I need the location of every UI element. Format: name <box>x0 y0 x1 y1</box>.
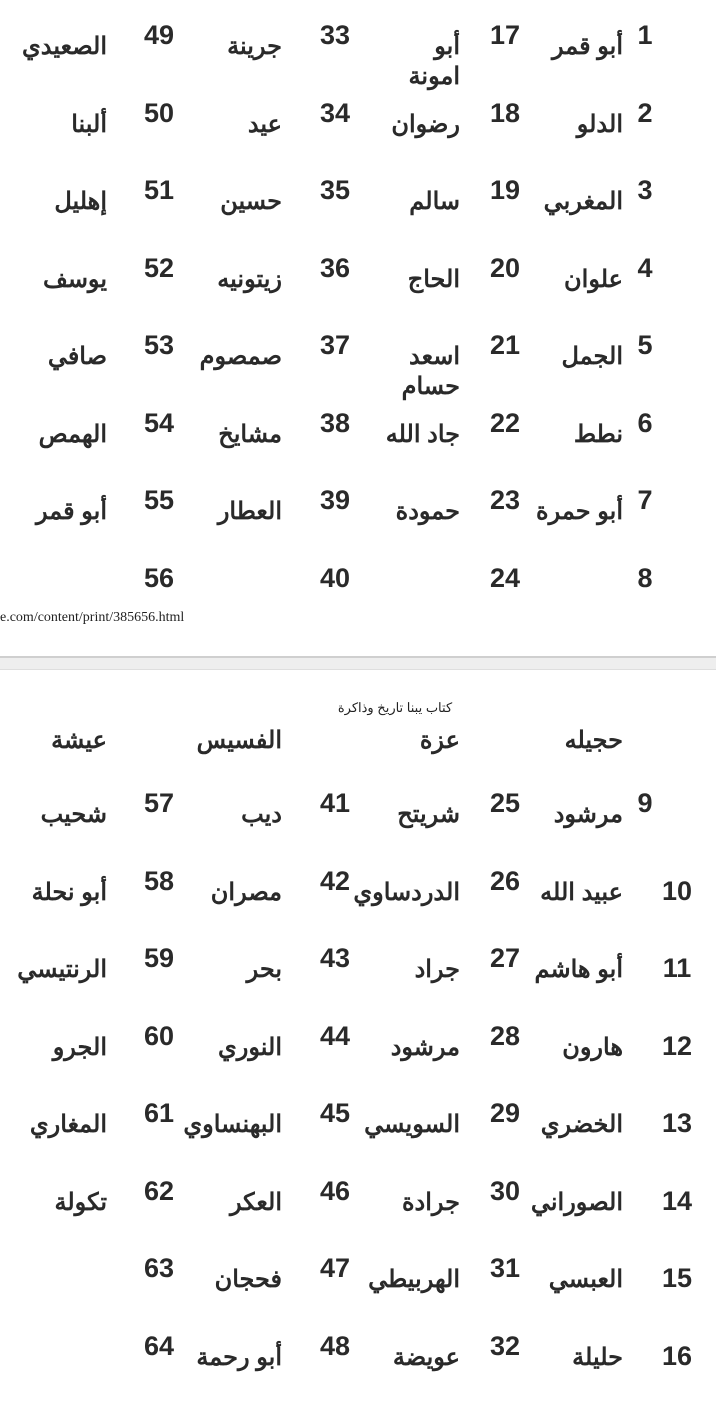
family-name: إهليل <box>54 188 107 215</box>
row-number: 49 <box>143 20 175 50</box>
row-number: 33 <box>319 20 351 50</box>
row-number: 61 <box>143 1098 175 1128</box>
table-row <box>0 1098 716 1168</box>
family-name: البهنساوي <box>183 1111 282 1138</box>
row-number: 15 <box>661 1263 693 1293</box>
row-number: 32 <box>489 1330 521 1361</box>
family-name: عبيد الله <box>540 878 623 906</box>
table-row <box>0 253 716 323</box>
row-number: 23 <box>489 485 521 515</box>
row-number: 21 <box>489 330 521 360</box>
row-number: 63 <box>143 1253 175 1283</box>
family-name: الرنتيسي <box>17 956 107 983</box>
family-name: العطار <box>217 498 282 525</box>
row-number: 9 <box>637 788 653 818</box>
row-number: 2 <box>637 97 653 128</box>
family-name: عويضة <box>392 1343 460 1371</box>
row-number: 44 <box>319 1020 351 1051</box>
row-number: 59 <box>143 943 175 973</box>
row-number: 51 <box>143 175 175 205</box>
family-name: أبو نحلة <box>31 878 107 906</box>
row-number: 8 <box>637 562 653 593</box>
row-number: 5 <box>637 330 653 360</box>
table-row <box>0 330 716 400</box>
row-number: 24 <box>489 562 521 593</box>
family-name: أبو رحمة <box>196 1343 282 1371</box>
row-number: 45 <box>319 1098 351 1128</box>
row-number: 34 <box>319 97 351 128</box>
family-name: مشايخ <box>218 420 282 448</box>
row-number: 14 <box>661 1185 693 1216</box>
family-name: جاد الله <box>385 420 460 448</box>
family-name: الصوراني <box>530 1188 623 1216</box>
table-row <box>0 408 716 478</box>
family-name: صافي <box>47 343 107 370</box>
family-name: عيد <box>247 110 282 138</box>
row-number: 3 <box>637 175 653 205</box>
row-number: 48 <box>319 1330 351 1361</box>
family-name: جرينة <box>227 33 282 60</box>
family-name: الدردساوي <box>353 878 460 906</box>
family-name: صمصوم <box>199 343 282 370</box>
family-name: مصران <box>210 878 282 906</box>
family-name: النوري <box>218 1033 282 1061</box>
page-separator <box>0 656 716 670</box>
row-number: 64 <box>143 1330 175 1361</box>
family-name: الهمص <box>38 420 107 448</box>
family-name: مرشود <box>553 801 623 828</box>
row-number: 52 <box>143 252 175 283</box>
family-name: فحجان <box>214 1266 282 1293</box>
table-row <box>0 788 716 858</box>
family-name: جرادة <box>401 1188 460 1216</box>
row-number: 58 <box>143 865 175 896</box>
table-row <box>0 866 716 936</box>
row-number: 53 <box>143 330 175 360</box>
family-name: أبو امونة <box>408 33 460 90</box>
row-number: 26 <box>489 865 521 896</box>
family-name: بحر <box>246 956 282 983</box>
family-name: ألبنا <box>71 110 107 138</box>
row-number: 50 <box>143 97 175 128</box>
family-name: الصعيدي <box>22 33 107 60</box>
row-number: 60 <box>143 1020 175 1051</box>
family-name: المغاري <box>29 1111 107 1138</box>
family-name: العكر <box>229 1188 282 1216</box>
row-number: 20 <box>489 252 521 283</box>
family-name: أبو قمر <box>35 498 107 525</box>
row-number: 13 <box>661 1108 693 1138</box>
page-top <box>0 0 716 658</box>
family-name: سالم <box>409 188 460 215</box>
family-name: أبو قمر <box>551 33 623 60</box>
row-number: 6 <box>637 407 653 438</box>
row-number: 36 <box>319 252 351 283</box>
row-number: 46 <box>319 1175 351 1206</box>
row-number: 30 <box>489 1175 521 1206</box>
family-name: شحيب <box>40 801 107 828</box>
table-row <box>0 943 716 1013</box>
row-number: 55 <box>143 485 175 515</box>
row-number: 41 <box>319 788 351 818</box>
row-number: 37 <box>319 330 351 360</box>
row-number: 56 <box>143 562 175 593</box>
family-name: الحاج <box>407 265 460 293</box>
family-name: نطط <box>573 420 623 448</box>
page-bottom <box>0 670 716 1406</box>
print-url-footer[interactable]: e.com/content/print/385656.html <box>0 610 185 625</box>
family-name: الدلو <box>576 110 623 138</box>
header-name: عيشة <box>51 727 107 754</box>
family-name: السويسي <box>364 1111 460 1138</box>
row-number: 1 <box>637 20 653 50</box>
table-row <box>0 1331 716 1401</box>
family-name: ديب <box>241 801 282 828</box>
family-name: يوسف <box>42 265 107 293</box>
row-number: 12 <box>661 1030 693 1061</box>
header-name: الفسيس <box>196 727 282 754</box>
row-number: 16 <box>661 1340 693 1371</box>
table-row <box>0 20 716 90</box>
page-caption: كتاب يبنا تاريخ وذاكرة <box>337 700 453 715</box>
row-number: 10 <box>661 875 693 906</box>
family-name: حسين <box>220 188 282 215</box>
row-number: 4 <box>637 252 653 283</box>
family-name: أبو حمرة <box>536 498 623 525</box>
family-name: جراد <box>414 956 460 983</box>
family-name: أبو هاشم <box>534 956 623 983</box>
row-number: 39 <box>319 485 351 515</box>
family-name: الجمل <box>561 343 623 370</box>
row-number: 57 <box>143 788 175 818</box>
table-row <box>0 98 716 168</box>
table-header-row <box>0 726 716 796</box>
row-number: 31 <box>489 1253 521 1283</box>
family-name: الجرو <box>52 1033 107 1061</box>
family-name: علوان <box>564 265 623 293</box>
family-name: رضوان <box>391 110 460 138</box>
row-number: 47 <box>319 1253 351 1283</box>
row-number: 18 <box>489 97 521 128</box>
header-name: حجيله <box>564 727 623 754</box>
row-number: 25 <box>489 788 521 818</box>
row-number: 27 <box>489 943 521 973</box>
table-row <box>0 1253 716 1323</box>
row-number: 43 <box>319 943 351 973</box>
table-row <box>0 485 716 555</box>
row-number: 62 <box>143 1175 175 1206</box>
table-row <box>0 1021 716 1091</box>
header-name: عزة <box>419 727 460 754</box>
family-name: الخضري <box>540 1111 623 1138</box>
row-number: 29 <box>489 1098 521 1128</box>
row-number: 22 <box>489 407 521 438</box>
family-name: الهربيطي <box>368 1266 460 1293</box>
family-name: اسعد حسام <box>401 343 460 400</box>
row-number: 40 <box>319 562 351 593</box>
family-name: المغربي <box>543 188 623 215</box>
row-number: 42 <box>319 865 351 896</box>
row-number: 17 <box>489 20 521 50</box>
family-name: شريتح <box>397 801 460 828</box>
family-name: تكولة <box>54 1188 107 1216</box>
row-number: 28 <box>489 1020 521 1051</box>
family-name: حمودة <box>395 498 460 525</box>
family-name: حليلة <box>572 1343 623 1371</box>
family-name: زيتونيه <box>217 265 282 293</box>
table-row <box>0 175 716 245</box>
row-number: 19 <box>489 175 521 205</box>
row-number: 11 <box>662 953 692 983</box>
row-number: 35 <box>319 175 351 205</box>
family-name: هارون <box>562 1033 623 1061</box>
family-name: مرشود <box>390 1033 460 1061</box>
row-number: 7 <box>637 485 653 515</box>
family-name: العبسي <box>548 1266 623 1293</box>
table-row <box>0 1176 716 1246</box>
row-number: 38 <box>319 407 351 438</box>
row-number: 54 <box>143 407 175 438</box>
